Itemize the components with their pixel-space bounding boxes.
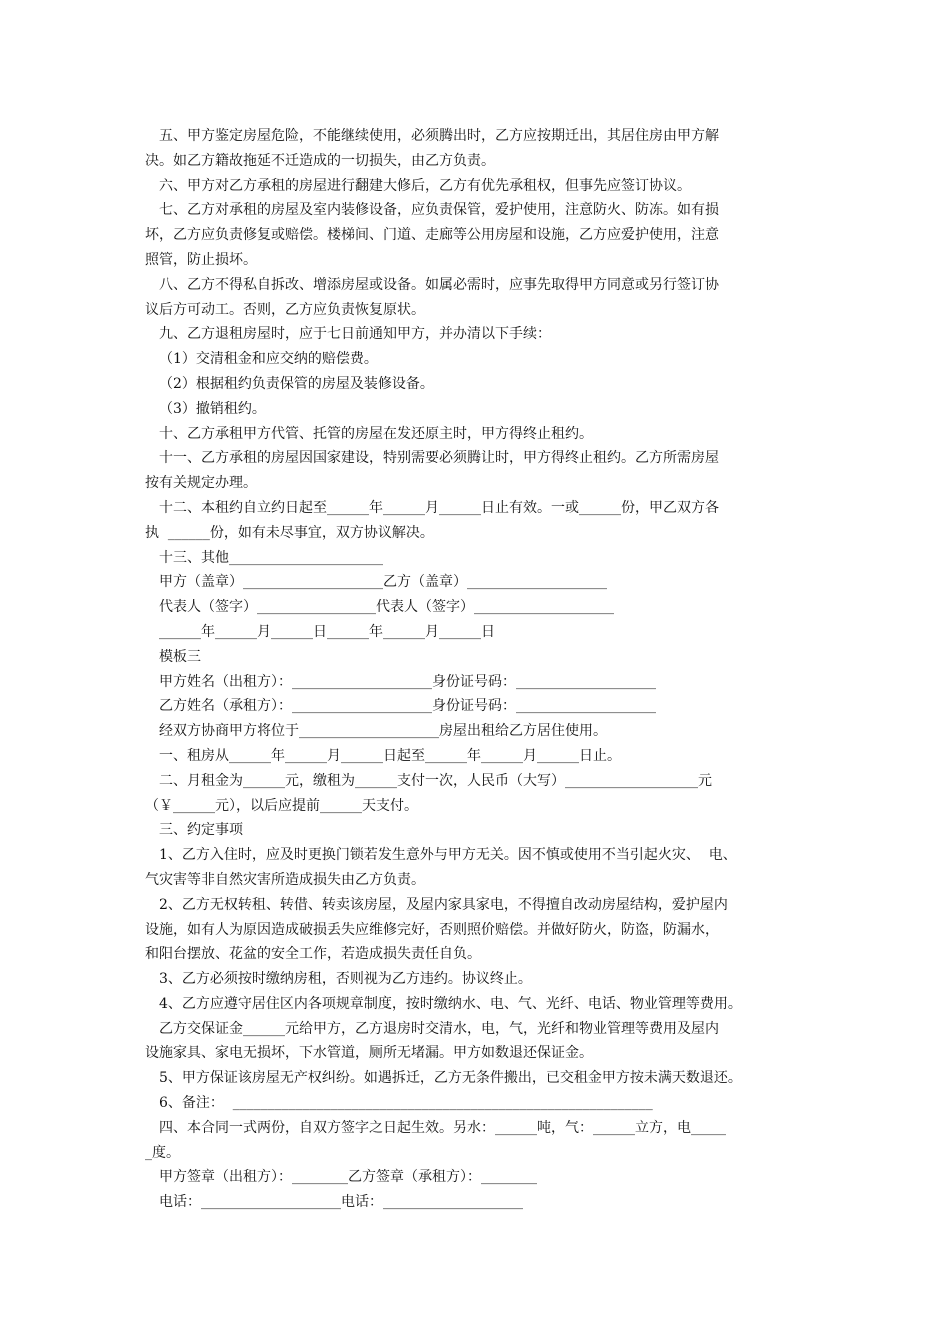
text-line: 和阳台摆放、花盆的安全工作，若造成损失责任自负。: [145, 946, 481, 963]
text-line: 甲方（盖章）____________________乙方（盖章）____________________: [159, 574, 607, 591]
text-line: （1）交清租金和应交纳的赔偿费。: [159, 351, 378, 368]
text-line: 一、租房从______年______月______日起至______年______月______日止。: [159, 747, 621, 764]
text-line: ______年______月______日______年______月______日: [159, 623, 495, 640]
text-line: 八、乙方不得私自拆改、增添房屋或设备。如属必需时，应事先取得甲方同意或另行签订协: [159, 276, 719, 293]
text-line: 电话：____________________电话：____________________: [159, 1194, 523, 1211]
document-body: [145, 124, 817, 1215]
text-line: 气灾害等非自然灾害所造成损失由乙方负责。: [145, 871, 425, 888]
text-line: 乙方姓名（承租方）：____________________身份证号码：____________________: [159, 698, 656, 715]
text-line: 执 ______份，如有未尽事宜，双方协议解决。: [145, 524, 434, 541]
text-line: 甲方姓名（出租方）：____________________身份证号码：____________________: [159, 673, 656, 690]
text-line: 照管，防止损坏。: [145, 251, 257, 268]
text-line: 五、甲方鉴定房屋危险，不能继续使用，必须腾出时，乙方应按期迁出，其居住房由甲方解: [159, 128, 719, 144]
text-line: 6、备注： ____________________________________________________________: [159, 1095, 653, 1112]
text-line: _度。: [145, 1144, 180, 1161]
text-line: 十一、乙方承租的房屋因国家建设，特别需要必须腾让时，甲方得终止租约。乙方所需房屋: [159, 450, 719, 467]
text-line: 四、本合同一式两份，自双方签字之日起生效。另水：______吨，气：______立方，电_____: [159, 1119, 726, 1136]
text-line: 六、甲方对乙方承租的房屋进行翻建大修后，乙方有优先承租权，但事先应签订协议。: [159, 177, 691, 194]
text-line: 代表人（签字）_________________代表人（签字）____________________: [159, 599, 614, 616]
text-line: 甲方签章（出租方）：________乙方签章（承租方）：________: [159, 1169, 537, 1186]
text-line: （3）撤销租约。: [159, 400, 266, 417]
text-line: 3、乙方必须按时缴纳房租，否则视为乙方违约。协议终止。: [159, 971, 532, 988]
text-line: 三、约定事项: [159, 822, 243, 839]
text-line: （￥______元），以后应提前______天支付。: [145, 797, 418, 814]
text-line: 坏，乙方应负责修复或赔偿。楼梯间、门道、走廊等公用房屋和设施，乙方应爱护使用，注意: [145, 227, 719, 244]
text-line: 按有关规定办理。: [145, 475, 257, 492]
text-line: 二、月租金为______元，缴租为______支付一次，人民币（大写）___________________元: [159, 772, 712, 789]
text-line: 十、乙方承租甲方代管、托管的房屋在发还原主时，甲方得终止租约。: [159, 425, 593, 442]
text-line: 乙方交保证金______元给甲方，乙方退房时交清水，电，气，光纤和物业管理等费用及屋内: [159, 1020, 719, 1037]
text-line: 十三、其他______________________: [159, 549, 383, 566]
text-line: 模板三: [159, 648, 201, 665]
text-line: 2、乙方无权转租、转借、转卖该房屋，及屋内家具家电，不得擅自改动房屋结构，爱护屋内: [159, 896, 728, 913]
text-line: 5、甲方保证该房屋无产权纠纷。如遇拆迁，乙方无条件搬出，已交租金甲方按未满天数退还。: [159, 1070, 742, 1087]
text-line: 七、乙方对承租的房屋及室内装修设备，应负责保管，爱护使用，注意防火、防冻。如有损: [159, 202, 719, 219]
text-line: 4、乙方应遵守居住区内各项规章制度，按时缴纳水、电、气、光纤、电话、物业管理等费用。: [159, 995, 742, 1012]
text-line: 决。如乙方籍故拖延不迁造成的一切损失，由乙方负责。: [145, 152, 495, 169]
text-line: 议后方可动工。否则，乙方应负责恢复原状。: [145, 301, 425, 318]
text-line: 设施，如有人为原因造成破损丢失应维修完好，否则照价赔偿。并做好防火，防盗，防漏水，: [145, 921, 719, 938]
text-line: 设施家具、家电无损坏，下水管道，厕所无堵漏。甲方如数退还保证金。: [145, 1045, 593, 1062]
text-line: 十二、本租约自立约日起至______年______月______日止有效。一或______份，甲乙双方各: [159, 499, 719, 516]
text-line: （2）根据租约负责保管的房屋及装修设备。: [159, 375, 434, 392]
text-line: 1、乙方入住时，应及时更换门锁若发生意外与甲方无关。因不慎或使用不当引起火灾、 电、: [159, 847, 737, 864]
text-line: 经双方协商甲方将位于____________________房屋出租给乙方居住使用。: [159, 723, 607, 740]
text-line: 九、乙方退租房屋时，应于七日前通知甲方，并办清以下手续：: [159, 326, 551, 343]
